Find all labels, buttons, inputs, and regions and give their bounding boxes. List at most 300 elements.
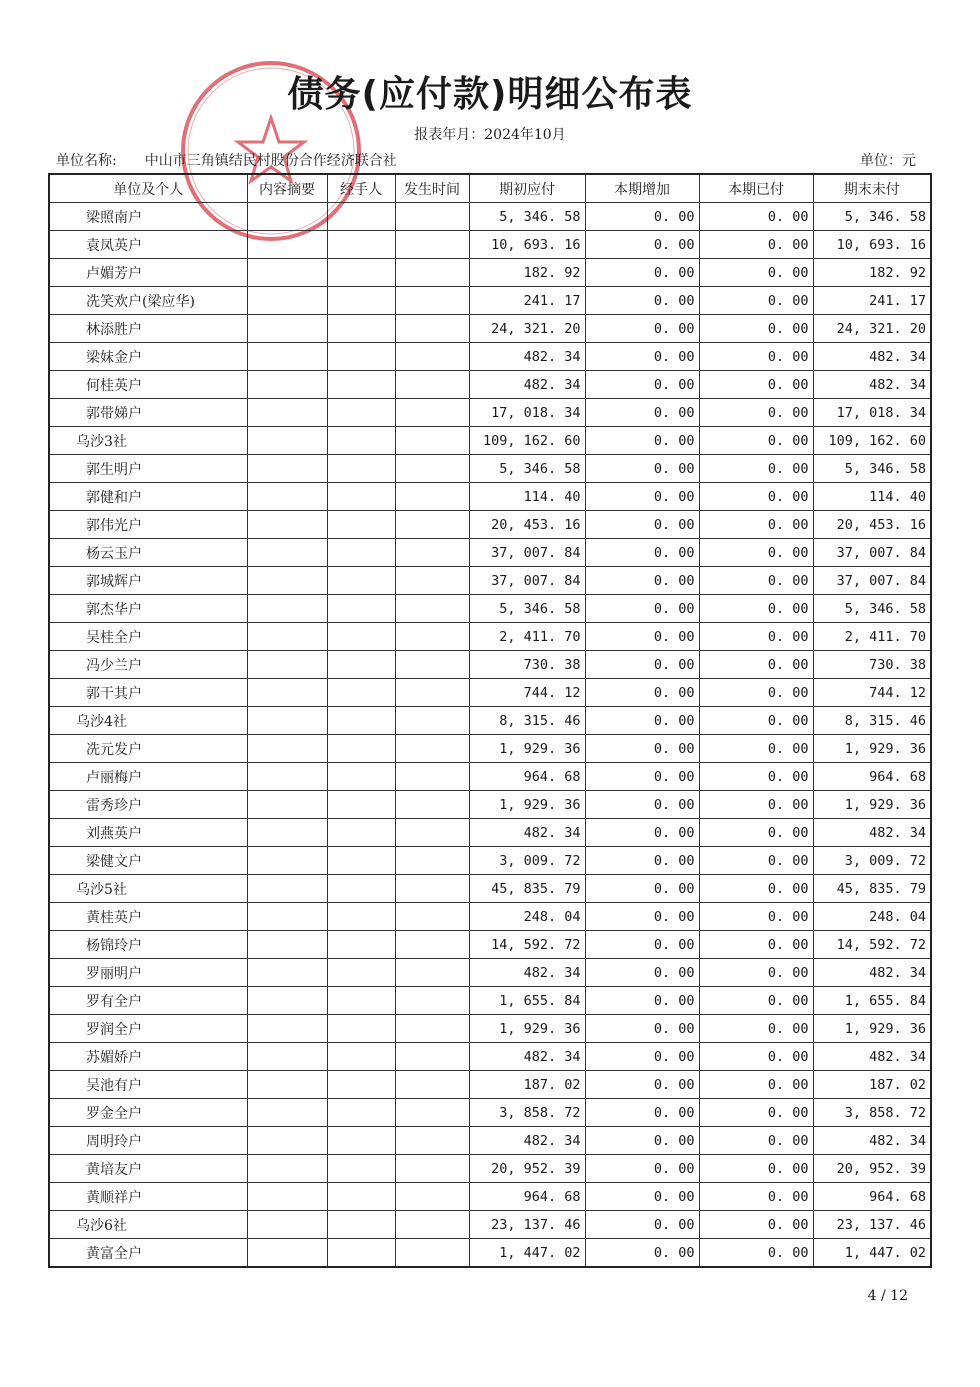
cell-paid: 0. 00 <box>699 1043 813 1071</box>
cell-date <box>395 903 469 931</box>
cell-summary <box>247 1183 327 1211</box>
cell-opening: 1, 929. 36 <box>469 791 585 819</box>
cell-name: 雷秀珍户 <box>49 791 247 819</box>
cell-date <box>395 819 469 847</box>
cell-closing: 109, 162. 60 <box>813 427 931 455</box>
cell-closing: 5, 346. 58 <box>813 595 931 623</box>
cell-handler <box>327 651 395 679</box>
cell-closing: 187. 02 <box>813 1071 931 1099</box>
cell-opening: 5, 346. 58 <box>469 203 585 231</box>
cell-increase: 0. 00 <box>585 1099 699 1127</box>
cell-paid: 0. 00 <box>699 707 813 735</box>
cell-date <box>395 399 469 427</box>
cell-date <box>395 539 469 567</box>
cell-opening: 24, 321. 20 <box>469 315 585 343</box>
cell-opening: 114. 40 <box>469 483 585 511</box>
cell-increase: 0. 00 <box>585 455 699 483</box>
cell-handler <box>327 343 395 371</box>
table-row <box>49 1183 931 1211</box>
cell-increase: 0. 00 <box>585 707 699 735</box>
cell-opening: 182. 92 <box>469 259 585 287</box>
cell-handler <box>327 539 395 567</box>
cell-summary <box>247 1155 327 1183</box>
cell-closing: 1, 655. 84 <box>813 987 931 1015</box>
cell-handler <box>327 1015 395 1043</box>
cell-increase: 0. 00 <box>585 735 699 763</box>
table-row <box>49 1071 931 1099</box>
cell-closing: 964. 68 <box>813 763 931 791</box>
cell-paid: 0. 00 <box>699 371 813 399</box>
cell-opening: 964. 68 <box>469 763 585 791</box>
cell-increase: 0. 00 <box>585 1239 699 1268</box>
cell-paid: 0. 00 <box>699 651 813 679</box>
cell-handler <box>327 231 395 259</box>
cell-closing: 20, 453. 16 <box>813 511 931 539</box>
unit-name <box>56 150 397 170</box>
cell-date <box>395 931 469 959</box>
cell-opening: 248. 04 <box>469 903 585 931</box>
table-row <box>49 399 931 427</box>
cell-opening: 744. 12 <box>469 679 585 707</box>
cell-summary <box>247 455 327 483</box>
cell-opening: 37, 007. 84 <box>469 567 585 595</box>
cell-date <box>395 371 469 399</box>
cell-paid: 0. 00 <box>699 1099 813 1127</box>
cell-opening: 10, 693. 16 <box>469 231 585 259</box>
cell-name: 吴池有户 <box>49 1071 247 1099</box>
cell-name: 乌沙3社 <box>49 427 247 455</box>
col-header-closing: 期末未付 <box>813 174 931 203</box>
cell-summary <box>247 343 327 371</box>
table-header-row <box>49 174 931 203</box>
cell-date <box>395 1183 469 1211</box>
cell-closing: 5, 346. 58 <box>813 203 931 231</box>
cell-handler <box>327 1239 395 1268</box>
cell-paid: 0. 00 <box>699 595 813 623</box>
cell-paid: 0. 00 <box>699 1155 813 1183</box>
cell-closing: 730. 38 <box>813 651 931 679</box>
cell-increase: 0. 00 <box>585 343 699 371</box>
cell-increase: 0. 00 <box>585 1127 699 1155</box>
table-row <box>49 343 931 371</box>
cell-summary <box>247 595 327 623</box>
unit-name-label: 单位名称: <box>56 153 117 169</box>
table-row <box>49 651 931 679</box>
cell-closing: 241. 17 <box>813 287 931 315</box>
cell-handler <box>327 847 395 875</box>
cell-opening: 5, 346. 58 <box>469 595 585 623</box>
cell-date <box>395 203 469 231</box>
cell-date <box>395 259 469 287</box>
cell-date <box>395 1015 469 1043</box>
cell-summary <box>247 259 327 287</box>
cell-paid: 0. 00 <box>699 623 813 651</box>
table-row <box>49 735 931 763</box>
cell-paid: 0. 00 <box>699 735 813 763</box>
table-row <box>49 371 931 399</box>
table-row <box>49 847 931 875</box>
cell-closing: 3, 858. 72 <box>813 1099 931 1127</box>
col-header-date: 发生时间 <box>395 174 469 203</box>
cell-date <box>395 679 469 707</box>
table-row-group <box>49 1211 931 1239</box>
page-number: 4 / 12 <box>867 1288 908 1304</box>
cell-summary <box>247 959 327 987</box>
cell-handler <box>327 203 395 231</box>
debt-detail-table <box>48 173 932 1268</box>
cell-opening: 5, 346. 58 <box>469 455 585 483</box>
cell-name: 郭健和户 <box>49 483 247 511</box>
cell-summary <box>247 231 327 259</box>
cell-name: 林添胜户 <box>49 315 247 343</box>
cell-name: 乌沙4社 <box>49 707 247 735</box>
table-row <box>49 595 931 623</box>
cell-closing: 964. 68 <box>813 1183 931 1211</box>
cell-date <box>395 1071 469 1099</box>
cell-increase: 0. 00 <box>585 763 699 791</box>
cell-name: 罗润全户 <box>49 1015 247 1043</box>
cell-summary <box>247 567 327 595</box>
cell-increase: 0. 00 <box>585 931 699 959</box>
cell-name: 黄桂英户 <box>49 903 247 931</box>
cell-name: 冼笑欢户(梁应华) <box>49 287 247 315</box>
cell-opening: 8, 315. 46 <box>469 707 585 735</box>
cell-handler <box>327 875 395 903</box>
cell-paid: 0. 00 <box>699 1015 813 1043</box>
cell-paid: 0. 00 <box>699 847 813 875</box>
cell-date <box>395 707 469 735</box>
cell-paid: 0. 00 <box>699 203 813 231</box>
cell-closing: 482. 34 <box>813 343 931 371</box>
cell-date <box>395 231 469 259</box>
cell-summary <box>247 1099 327 1127</box>
cell-name: 罗有全户 <box>49 987 247 1015</box>
cell-closing: 8, 315. 46 <box>813 707 931 735</box>
cell-name: 冼元发户 <box>49 735 247 763</box>
table-row <box>49 511 931 539</box>
cell-name: 罗金全户 <box>49 1099 247 1127</box>
cell-summary <box>247 707 327 735</box>
cell-date <box>395 455 469 483</box>
cell-summary <box>247 763 327 791</box>
cell-name: 郭杰华户 <box>49 595 247 623</box>
cell-increase: 0. 00 <box>585 371 699 399</box>
cell-increase: 0. 00 <box>585 1015 699 1043</box>
cell-summary <box>247 819 327 847</box>
cell-increase: 0. 00 <box>585 315 699 343</box>
cell-paid: 0. 00 <box>699 679 813 707</box>
cell-increase: 0. 00 <box>585 287 699 315</box>
cell-closing: 24, 321. 20 <box>813 315 931 343</box>
cell-summary <box>247 679 327 707</box>
cell-summary <box>247 1239 327 1268</box>
cell-paid: 0. 00 <box>699 343 813 371</box>
cell-summary <box>247 1015 327 1043</box>
cell-handler <box>327 763 395 791</box>
table-row <box>49 1015 931 1043</box>
cell-closing: 482. 34 <box>813 371 931 399</box>
cell-paid: 0. 00 <box>699 1239 813 1268</box>
cell-paid: 0. 00 <box>699 511 813 539</box>
cell-paid: 0. 00 <box>699 427 813 455</box>
cell-name: 梁照南户 <box>49 203 247 231</box>
cell-paid: 0. 00 <box>699 1183 813 1211</box>
cell-opening: 20, 453. 16 <box>469 511 585 539</box>
cell-opening: 964. 68 <box>469 1183 585 1211</box>
cell-closing: 1, 447. 02 <box>813 1239 931 1268</box>
cell-handler <box>327 1099 395 1127</box>
table-row-group <box>49 427 931 455</box>
cell-increase: 0. 00 <box>585 567 699 595</box>
table-row <box>49 763 931 791</box>
table-row <box>49 259 931 287</box>
cell-date <box>395 1239 469 1268</box>
cell-opening: 482. 34 <box>469 371 585 399</box>
cell-opening: 2, 411. 70 <box>469 623 585 651</box>
cell-summary <box>247 651 327 679</box>
currency-unit: 单位：元 <box>860 153 916 169</box>
cell-closing: 114. 40 <box>813 483 931 511</box>
cell-closing: 744. 12 <box>813 679 931 707</box>
cell-date <box>395 287 469 315</box>
cell-increase: 0. 00 <box>585 595 699 623</box>
cell-closing: 20, 952. 39 <box>813 1155 931 1183</box>
cell-handler <box>327 1043 395 1071</box>
cell-name: 冯少兰户 <box>49 651 247 679</box>
cell-summary <box>247 735 327 763</box>
cell-name: 刘燕英户 <box>49 819 247 847</box>
cell-date <box>395 847 469 875</box>
cell-name: 郭城辉户 <box>49 567 247 595</box>
cell-handler <box>327 315 395 343</box>
cell-increase: 0. 00 <box>585 1183 699 1211</box>
cell-summary <box>247 371 327 399</box>
cell-summary <box>247 1043 327 1071</box>
col-header-summary: 内容摘要 <box>247 174 327 203</box>
cell-paid: 0. 00 <box>699 1071 813 1099</box>
cell-date <box>395 791 469 819</box>
cell-summary <box>247 427 327 455</box>
cell-date <box>395 735 469 763</box>
cell-name: 何桂英户 <box>49 371 247 399</box>
cell-closing: 248. 04 <box>813 903 931 931</box>
cell-name: 黄培友户 <box>49 1155 247 1183</box>
table-row <box>49 539 931 567</box>
cell-summary <box>247 539 327 567</box>
cell-paid: 0. 00 <box>699 399 813 427</box>
cell-opening: 14, 592. 72 <box>469 931 585 959</box>
table-row <box>49 1239 931 1268</box>
cell-paid: 0. 00 <box>699 903 813 931</box>
cell-name: 杨锦玲户 <box>49 931 247 959</box>
cell-paid: 0. 00 <box>699 791 813 819</box>
cell-name: 黄顺祥户 <box>49 1183 247 1211</box>
table-row <box>49 959 931 987</box>
cell-increase: 0. 00 <box>585 903 699 931</box>
table-row-group <box>49 875 931 903</box>
cell-date <box>395 315 469 343</box>
table-row-group <box>49 707 931 735</box>
cell-name: 卢丽梅户 <box>49 763 247 791</box>
cell-opening: 482. 34 <box>469 1043 585 1071</box>
cell-name: 周明玲户 <box>49 1127 247 1155</box>
col-header-increase: 本期增加 <box>585 174 699 203</box>
cell-date <box>395 875 469 903</box>
cell-increase: 0. 00 <box>585 1155 699 1183</box>
cell-closing: 23, 137. 46 <box>813 1211 931 1239</box>
cell-closing: 10, 693. 16 <box>813 231 931 259</box>
table-row <box>49 1043 931 1071</box>
cell-handler <box>327 1183 395 1211</box>
cell-opening: 482. 34 <box>469 1127 585 1155</box>
cell-name: 郭生明户 <box>49 455 247 483</box>
cell-summary <box>247 847 327 875</box>
cell-name: 袁凤英户 <box>49 231 247 259</box>
cell-increase: 0. 00 <box>585 511 699 539</box>
cell-closing: 482. 34 <box>813 1043 931 1071</box>
cell-summary <box>247 315 327 343</box>
cell-closing: 482. 34 <box>813 1127 931 1155</box>
cell-name: 杨云玉户 <box>49 539 247 567</box>
cell-name: 郭伟光户 <box>49 511 247 539</box>
cell-summary <box>247 511 327 539</box>
table-row <box>49 1155 931 1183</box>
cell-closing: 45, 835. 79 <box>813 875 931 903</box>
cell-closing: 1, 929. 36 <box>813 1015 931 1043</box>
cell-opening: 3, 009. 72 <box>469 847 585 875</box>
cell-opening: 1, 655. 84 <box>469 987 585 1015</box>
cell-handler <box>327 1071 395 1099</box>
cell-handler <box>327 483 395 511</box>
cell-closing: 482. 34 <box>813 959 931 987</box>
cell-handler <box>327 1155 395 1183</box>
cell-handler <box>327 679 395 707</box>
cell-closing: 37, 007. 84 <box>813 539 931 567</box>
cell-name: 乌沙6社 <box>49 1211 247 1239</box>
cell-summary <box>247 287 327 315</box>
table-row <box>49 987 931 1015</box>
cell-closing: 1, 929. 36 <box>813 735 931 763</box>
cell-increase: 0. 00 <box>585 1211 699 1239</box>
cell-paid: 0. 00 <box>699 539 813 567</box>
cell-closing: 2, 411. 70 <box>813 623 931 651</box>
cell-handler <box>327 959 395 987</box>
col-header-paid: 本期已付 <box>699 174 813 203</box>
cell-opening: 17, 018. 34 <box>469 399 585 427</box>
table-row <box>49 1127 931 1155</box>
cell-closing: 482. 34 <box>813 819 931 847</box>
cell-name: 梁妹金户 <box>49 343 247 371</box>
cell-date <box>395 483 469 511</box>
cell-summary <box>247 1071 327 1099</box>
cell-increase: 0. 00 <box>585 791 699 819</box>
cell-handler <box>327 511 395 539</box>
table-row <box>49 231 931 259</box>
col-header-opening: 期初应付 <box>469 174 585 203</box>
table-row <box>49 567 931 595</box>
cell-paid: 0. 00 <box>699 455 813 483</box>
cell-increase: 0. 00 <box>585 1043 699 1071</box>
cell-summary <box>247 399 327 427</box>
cell-summary <box>247 203 327 231</box>
cell-summary <box>247 903 327 931</box>
cell-date <box>395 511 469 539</box>
cell-increase: 0. 00 <box>585 427 699 455</box>
cell-name: 卢媚芳户 <box>49 259 247 287</box>
cell-handler <box>327 399 395 427</box>
cell-closing: 37, 007. 84 <box>813 567 931 595</box>
cell-closing: 17, 018. 34 <box>813 399 931 427</box>
cell-paid: 0. 00 <box>699 819 813 847</box>
cell-handler <box>327 987 395 1015</box>
cell-increase: 0. 00 <box>585 231 699 259</box>
cell-increase: 0. 00 <box>585 651 699 679</box>
cell-name: 苏媚娇户 <box>49 1043 247 1071</box>
cell-summary <box>247 987 327 1015</box>
cell-paid: 0. 00 <box>699 987 813 1015</box>
table-row <box>49 1099 931 1127</box>
table-row <box>49 315 931 343</box>
cell-closing: 14, 592. 72 <box>813 931 931 959</box>
cell-opening: 482. 34 <box>469 343 585 371</box>
cell-handler <box>327 371 395 399</box>
cell-paid: 0. 00 <box>699 567 813 595</box>
col-header-name: 单位及个人 <box>49 174 247 203</box>
cell-closing: 182. 92 <box>813 259 931 287</box>
cell-opening: 241. 17 <box>469 287 585 315</box>
table-row <box>49 203 931 231</box>
cell-handler <box>327 455 395 483</box>
cell-closing: 3, 009. 72 <box>813 847 931 875</box>
cell-date <box>395 1043 469 1071</box>
cell-paid: 0. 00 <box>699 287 813 315</box>
cell-date <box>395 1127 469 1155</box>
col-header-handler: 经手人 <box>327 174 395 203</box>
cell-paid: 0. 00 <box>699 875 813 903</box>
cell-name: 梁健文户 <box>49 847 247 875</box>
table-row <box>49 903 931 931</box>
cell-handler <box>327 707 395 735</box>
cell-paid: 0. 00 <box>699 1127 813 1155</box>
cell-opening: 1, 929. 36 <box>469 1015 585 1043</box>
cell-increase: 0. 00 <box>585 819 699 847</box>
cell-closing: 5, 346. 58 <box>813 455 931 483</box>
cell-handler <box>327 427 395 455</box>
cell-handler <box>327 259 395 287</box>
cell-summary <box>247 1127 327 1155</box>
cell-name: 乌沙5社 <box>49 875 247 903</box>
cell-increase: 0. 00 <box>585 875 699 903</box>
cell-handler <box>327 623 395 651</box>
table-row <box>49 287 931 315</box>
cell-date <box>395 623 469 651</box>
cell-increase: 0. 00 <box>585 259 699 287</box>
cell-opening: 20, 952. 39 <box>469 1155 585 1183</box>
cell-date <box>395 427 469 455</box>
cell-increase: 0. 00 <box>585 399 699 427</box>
cell-paid: 0. 00 <box>699 931 813 959</box>
cell-handler <box>327 819 395 847</box>
cell-date <box>395 987 469 1015</box>
cell-paid: 0. 00 <box>699 959 813 987</box>
cell-increase: 0. 00 <box>585 203 699 231</box>
cell-opening: 730. 38 <box>469 651 585 679</box>
cell-opening: 482. 34 <box>469 959 585 987</box>
cell-closing: 1, 929. 36 <box>813 791 931 819</box>
cell-date <box>395 1099 469 1127</box>
page-title: 债务(应付款)明细公布表 <box>287 74 693 115</box>
cell-increase: 0. 00 <box>585 1071 699 1099</box>
